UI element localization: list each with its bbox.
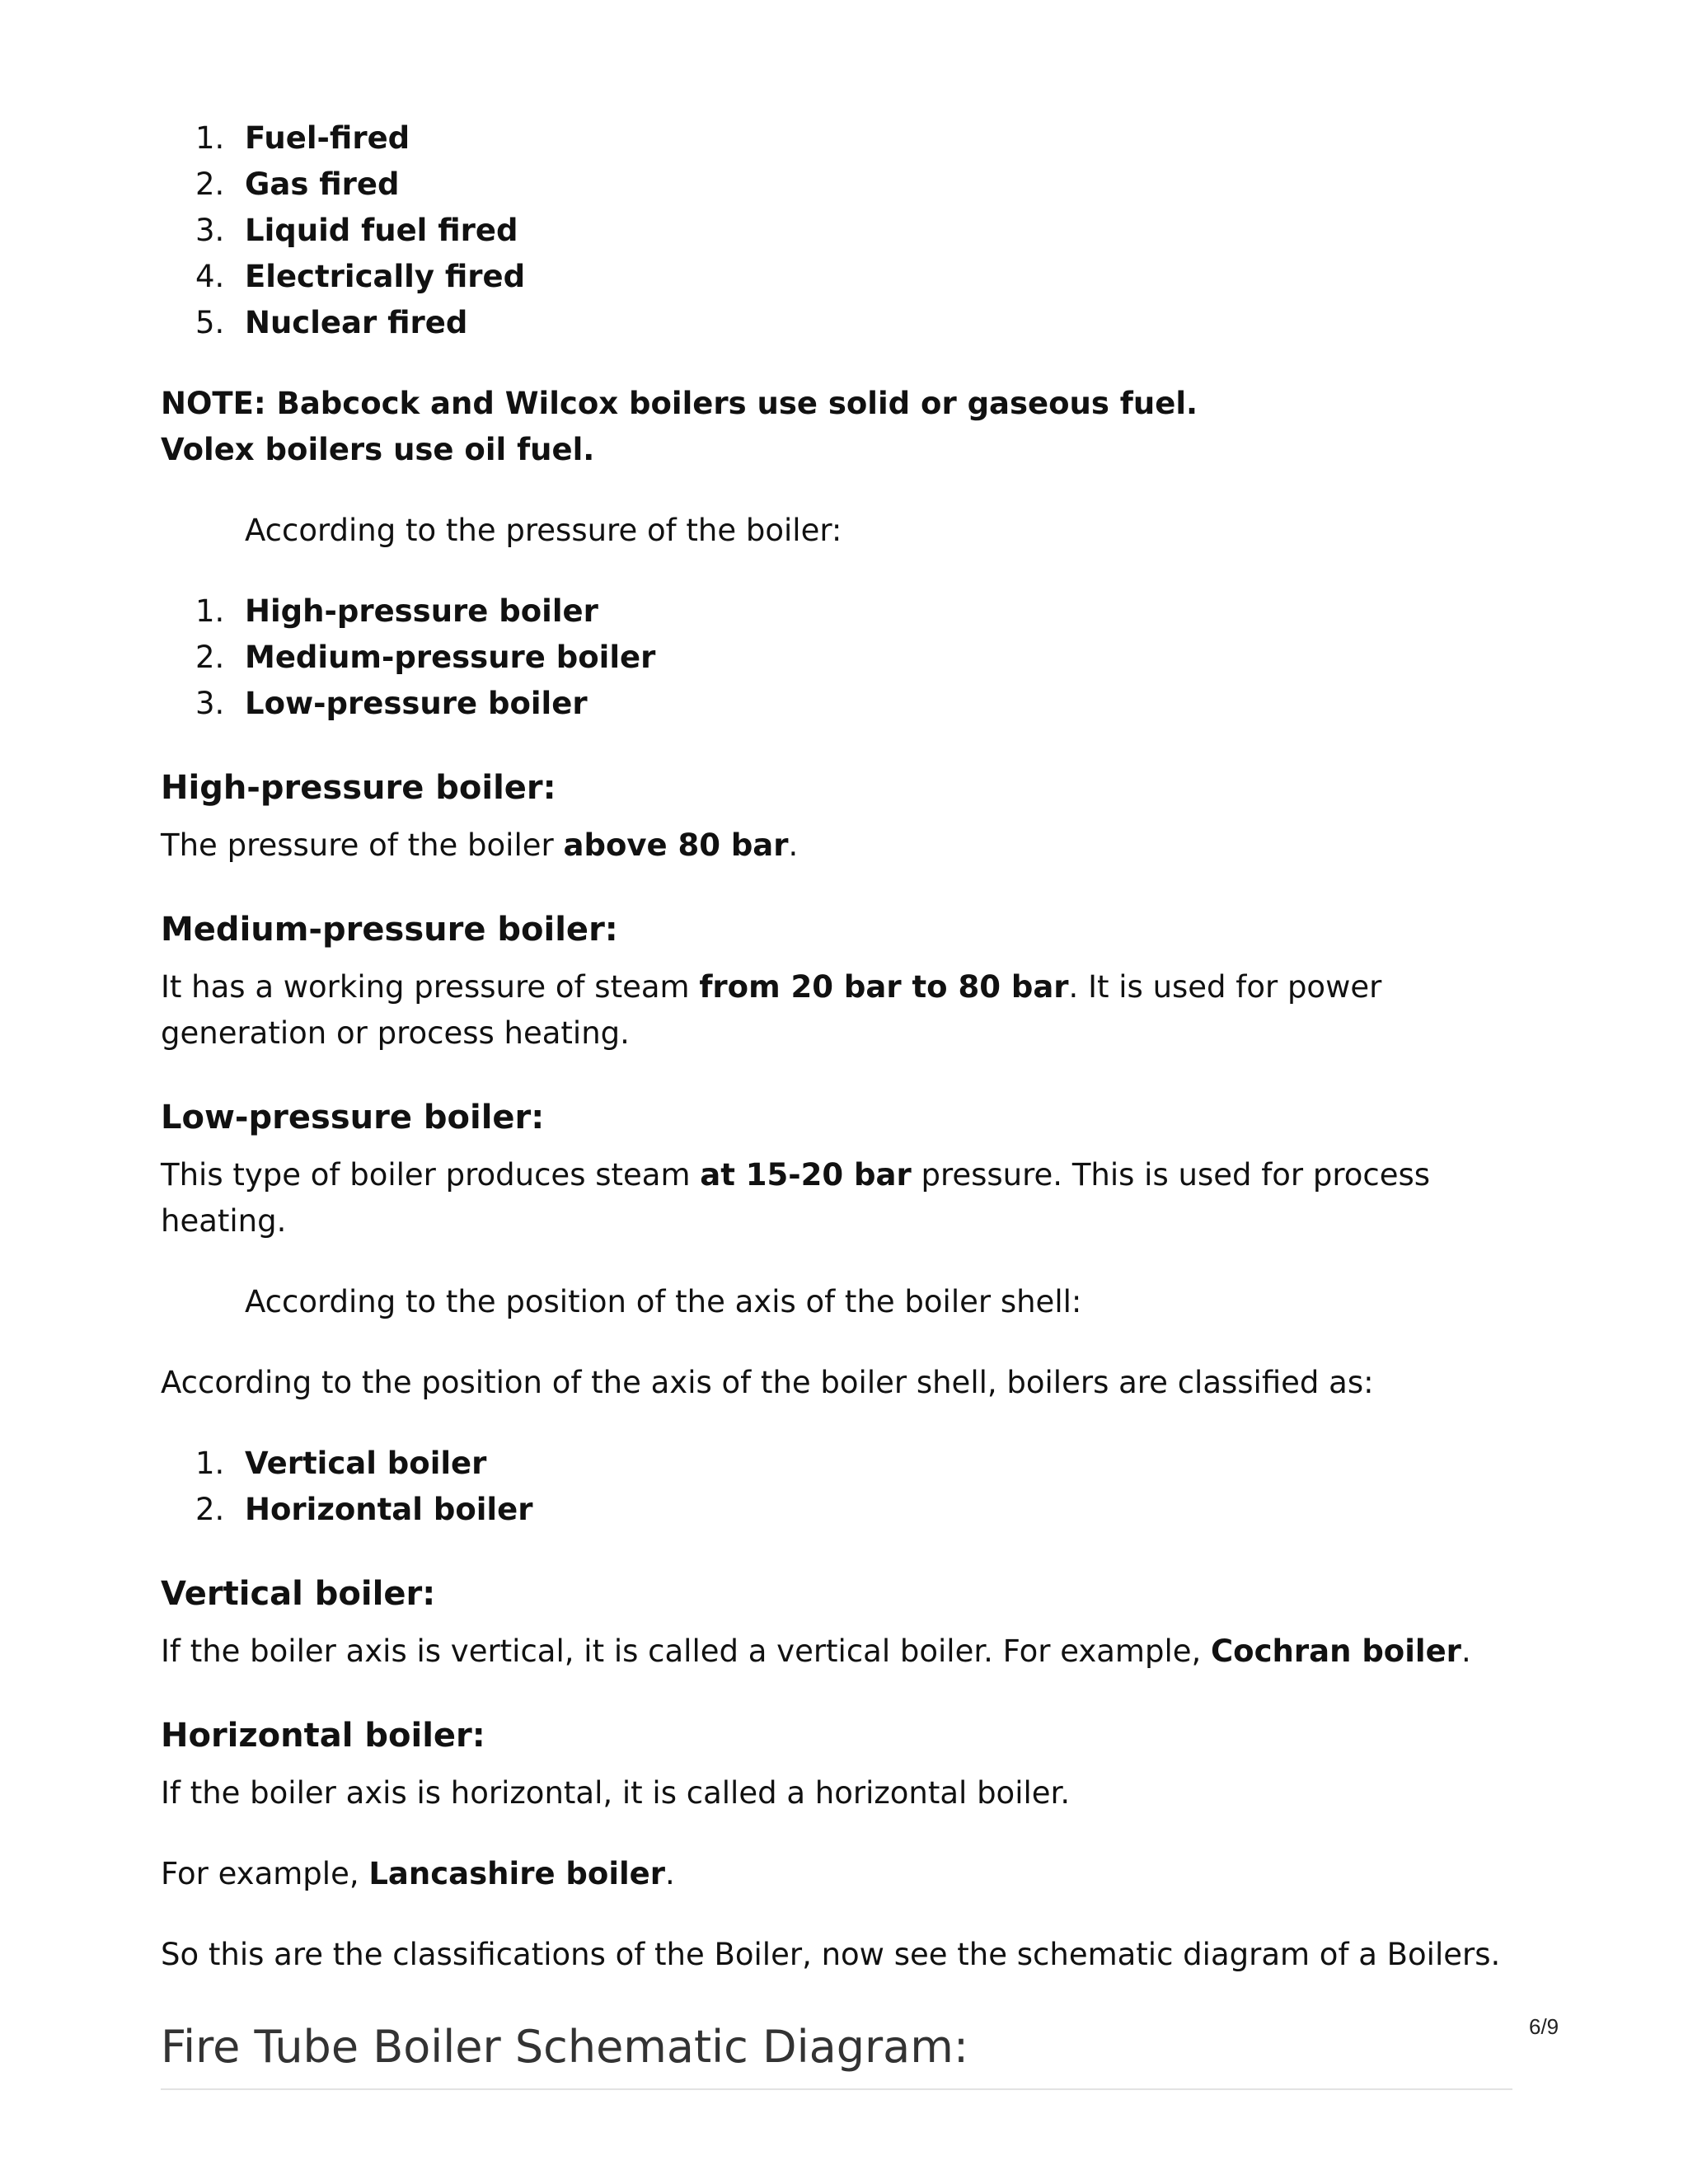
list-item: 1. Fuel-fired [195, 120, 410, 156]
fuel-type-list [161, 115, 1512, 346]
horizontal-boiler-heading: Horizontal boiler: [161, 1717, 485, 1755]
horizontal-boiler-example: For example, Lancashire boiler. [161, 1856, 675, 1891]
low-pressure-heading: Low-pressure boiler: [161, 1099, 545, 1137]
axis-intro: According to the position of the axis of the boiler shell: [245, 1284, 1082, 1319]
high-pressure-text: The pressure of the boiler above 80 bar. [161, 827, 799, 863]
note-line: Volex boilers use oil fuel. [161, 432, 595, 467]
list-item: 3. Low-pressure boiler [195, 686, 588, 721]
page-number: 6/9 [1529, 2014, 1559, 2039]
list-item: 2. Horizontal boiler [195, 1492, 533, 1527]
section-title: Fire Tube Boiler Schematic Diagram: [161, 2021, 969, 2073]
closing-paragraph: So this are the classifications of the Boiler, now see the schematic diagram of a Boilers. [161, 1937, 1501, 1972]
vertical-boiler-heading: Vertical boiler: [161, 1575, 436, 1613]
list-item: 3. Liquid fuel fired [195, 213, 518, 248]
section-divider [161, 2088, 1512, 2090]
list-item: 5. Nuclear fired [195, 305, 468, 340]
medium-pressure-heading: Medium-pressure boiler: [161, 911, 618, 949]
list-item: 1. Vertical boiler [195, 1446, 487, 1481]
high-pressure-heading: High-pressure boiler: [161, 769, 556, 807]
vertical-boiler-text: If the boiler axis is vertical, it is called a vertical boiler. For example, Cochran boiler. [161, 1633, 1471, 1669]
pressure-intro: According to the pressure of the boiler: [245, 513, 842, 548]
list-item: 2. Medium-pressure boiler [195, 640, 656, 675]
list-item: 1. High-pressure boiler [195, 593, 598, 629]
pressure-type-list [161, 588, 1512, 727]
document-page [161, 115, 1512, 2090]
note-line: NOTE: Babcock and Wilcox boilers use solid or gaseous fuel. [161, 386, 1198, 421]
list-item: 2. Gas fired [195, 166, 400, 202]
list-item: 4. Electrically fired [195, 259, 526, 294]
axis-description: According to the position of the axis of the boiler shell, boilers are classified as: [161, 1365, 1374, 1400]
horizontal-boiler-text: If the boiler axis is horizontal, it is called a horizontal boiler. [161, 1775, 1071, 1811]
medium-pressure-text: It has a working pressure of steam from 20 bar to 80 bar. It is used for power generation or process heating. [161, 969, 1382, 1051]
axis-type-list [161, 1441, 1512, 1533]
fuel-note [161, 381, 1512, 473]
low-pressure-text: This type of boiler produces steam at 15-20 bar pressure. This is used for process heating. [161, 1157, 1431, 1239]
